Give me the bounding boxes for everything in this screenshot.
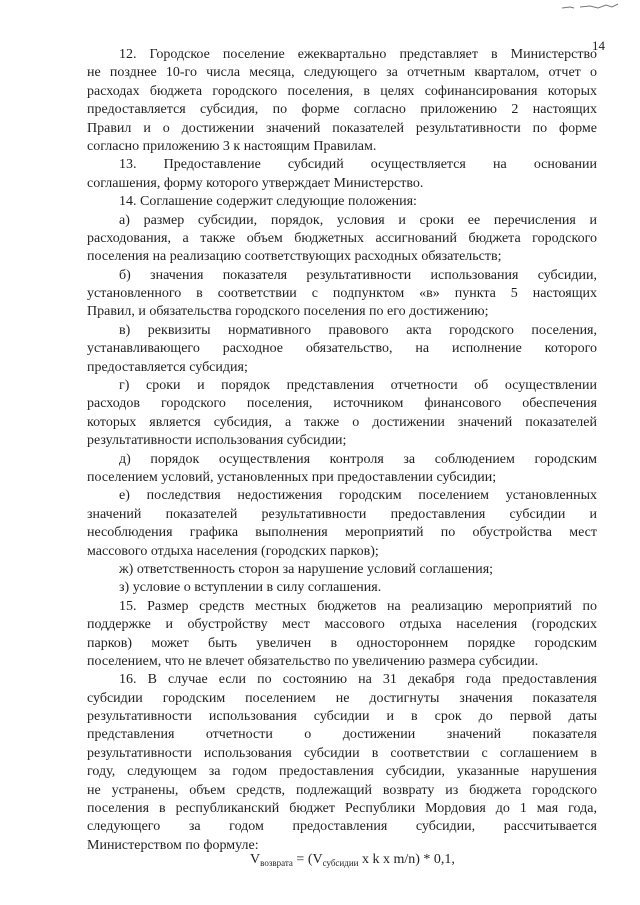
text-line: устанавливающего расходное обязательство, на исполнение которого [87, 341, 597, 357]
text-line: согласно приложению 3 к настоящим Правилам. [87, 138, 377, 154]
text-line: Министерством по формуле: [87, 837, 259, 853]
text-line: 15. Размер средств местных бюджетов на реализацию мероприятий по [119, 598, 597, 614]
text-line: результативности использования субсидии; [87, 433, 347, 449]
text-line: поддержке и обустройству мест массового отдыха населения (городских [87, 617, 597, 633]
text-line: 14. Соглашение содержит следующие положения: [119, 194, 417, 210]
text-line: которых является субсидия, а также о достижении значений показателей [87, 414, 597, 430]
text-line: следующего за годом предоставления субсидии, рассчитывается [87, 819, 597, 835]
text-line: Правил, и обязательства городского поселения по его достижению; [87, 304, 489, 320]
text-line: б) значения показателя результативности использования субсидии, [119, 267, 597, 283]
text-line: не устранены, объем средств, подлежащий возврату из бюджета городского [87, 782, 597, 798]
text-line: Правил и о достижении значений показателей результативности по форме [87, 120, 597, 136]
text-line: значений показателей результативности предоставления субсидии и [87, 506, 597, 522]
text-line: поселения в республиканский бюджет Республики Мордовия до 1 мая года, [87, 801, 597, 817]
text-line: 12. Городское поселение ежеквартально представляет в Министерство [119, 47, 597, 62]
text-line: массового отдыха населения (городских парков); [87, 543, 379, 559]
refund-formula [250, 852, 455, 868]
formula-rest: x k x m/n) * 0,1, [358, 852, 455, 867]
text-line: соглашения, форму которого утверждает Министерство. [87, 175, 424, 191]
text-line: установленного в соответствии с подпунктом «в» пункта 5 настоящих [87, 286, 597, 302]
text-line: расходов городского поселения, источником финансового обеспечения [87, 396, 597, 412]
text-line: субсидии городским поселением не достигнуты значения показателя [87, 690, 597, 706]
text-line: несоблюдения графика выполнения мероприятий по обустройства мест [87, 525, 597, 541]
text-line: в) реквизиты нормативного правового акта городского поселения, [119, 322, 597, 338]
text-line: поселением условий, установленных при предоставлении субсидии; [87, 469, 497, 485]
text-line: представления отчетности о достижении значений показателя [87, 727, 597, 743]
text-line: не позднее 10-го числа месяца, следующего за отчетным кварталом, отчет о [87, 65, 597, 81]
text-line: г) сроки и порядок представления отчетности об осуществлении [119, 378, 597, 394]
scan-artifact-mark [560, 2, 620, 12]
text-line: е) последствия недостижения городским поселением установленных [119, 488, 597, 504]
page-number: 14 [592, 38, 605, 53]
text-line: году, следующем за годом предоставления субсидии, указанные нарушения [87, 764, 597, 780]
formula-open: = (V [292, 852, 323, 867]
text-line: 13. Предоставление субсидий осуществляется на основании [119, 157, 597, 173]
text-line: результативности использования субсидии в соответствии с соглашением в [87, 745, 597, 761]
text-line: расходах бюджета городского поселения, в целях софинансирования которых [87, 83, 597, 99]
text-line: расходования, а также объем бюджетных ассигнований бюджета городского [87, 230, 597, 246]
text-line: з) условие о вступлении в силу соглашения. [119, 580, 382, 596]
text-line: парков) может быть увеличен в одностороннем порядке городским [87, 635, 597, 651]
formula-v-subscript: возврата [260, 858, 293, 868]
text-line: результативности использования субсидии и в срок до первой даты [87, 709, 597, 725]
formula-v: V [250, 852, 261, 867]
text-line: ж) ответственность сторон за нарушение условий соглашения; [119, 561, 494, 577]
text-line: поселением, что не влечет обязательство по увеличению размера субсидии. [87, 653, 539, 669]
document-body [87, 46, 597, 855]
text-line: 16. В случае если по состоянию на 31 декабря года предоставления [119, 672, 597, 688]
text-line: предоставляется субсидия, по форме согласно приложению 2 настоящих [87, 102, 597, 118]
text-line: поселения на реализацию соответствующих расходных обязательств; [87, 249, 502, 265]
text-line: а) размер субсидии, порядок, условия и сроки ее перечисления и [119, 212, 597, 228]
text-line: д) порядок осуществления контроля за соблюдением городским [119, 451, 597, 467]
formula-subsidy-subscript: субсидии [322, 858, 359, 868]
text-line: предоставляется субсидия; [87, 359, 248, 375]
